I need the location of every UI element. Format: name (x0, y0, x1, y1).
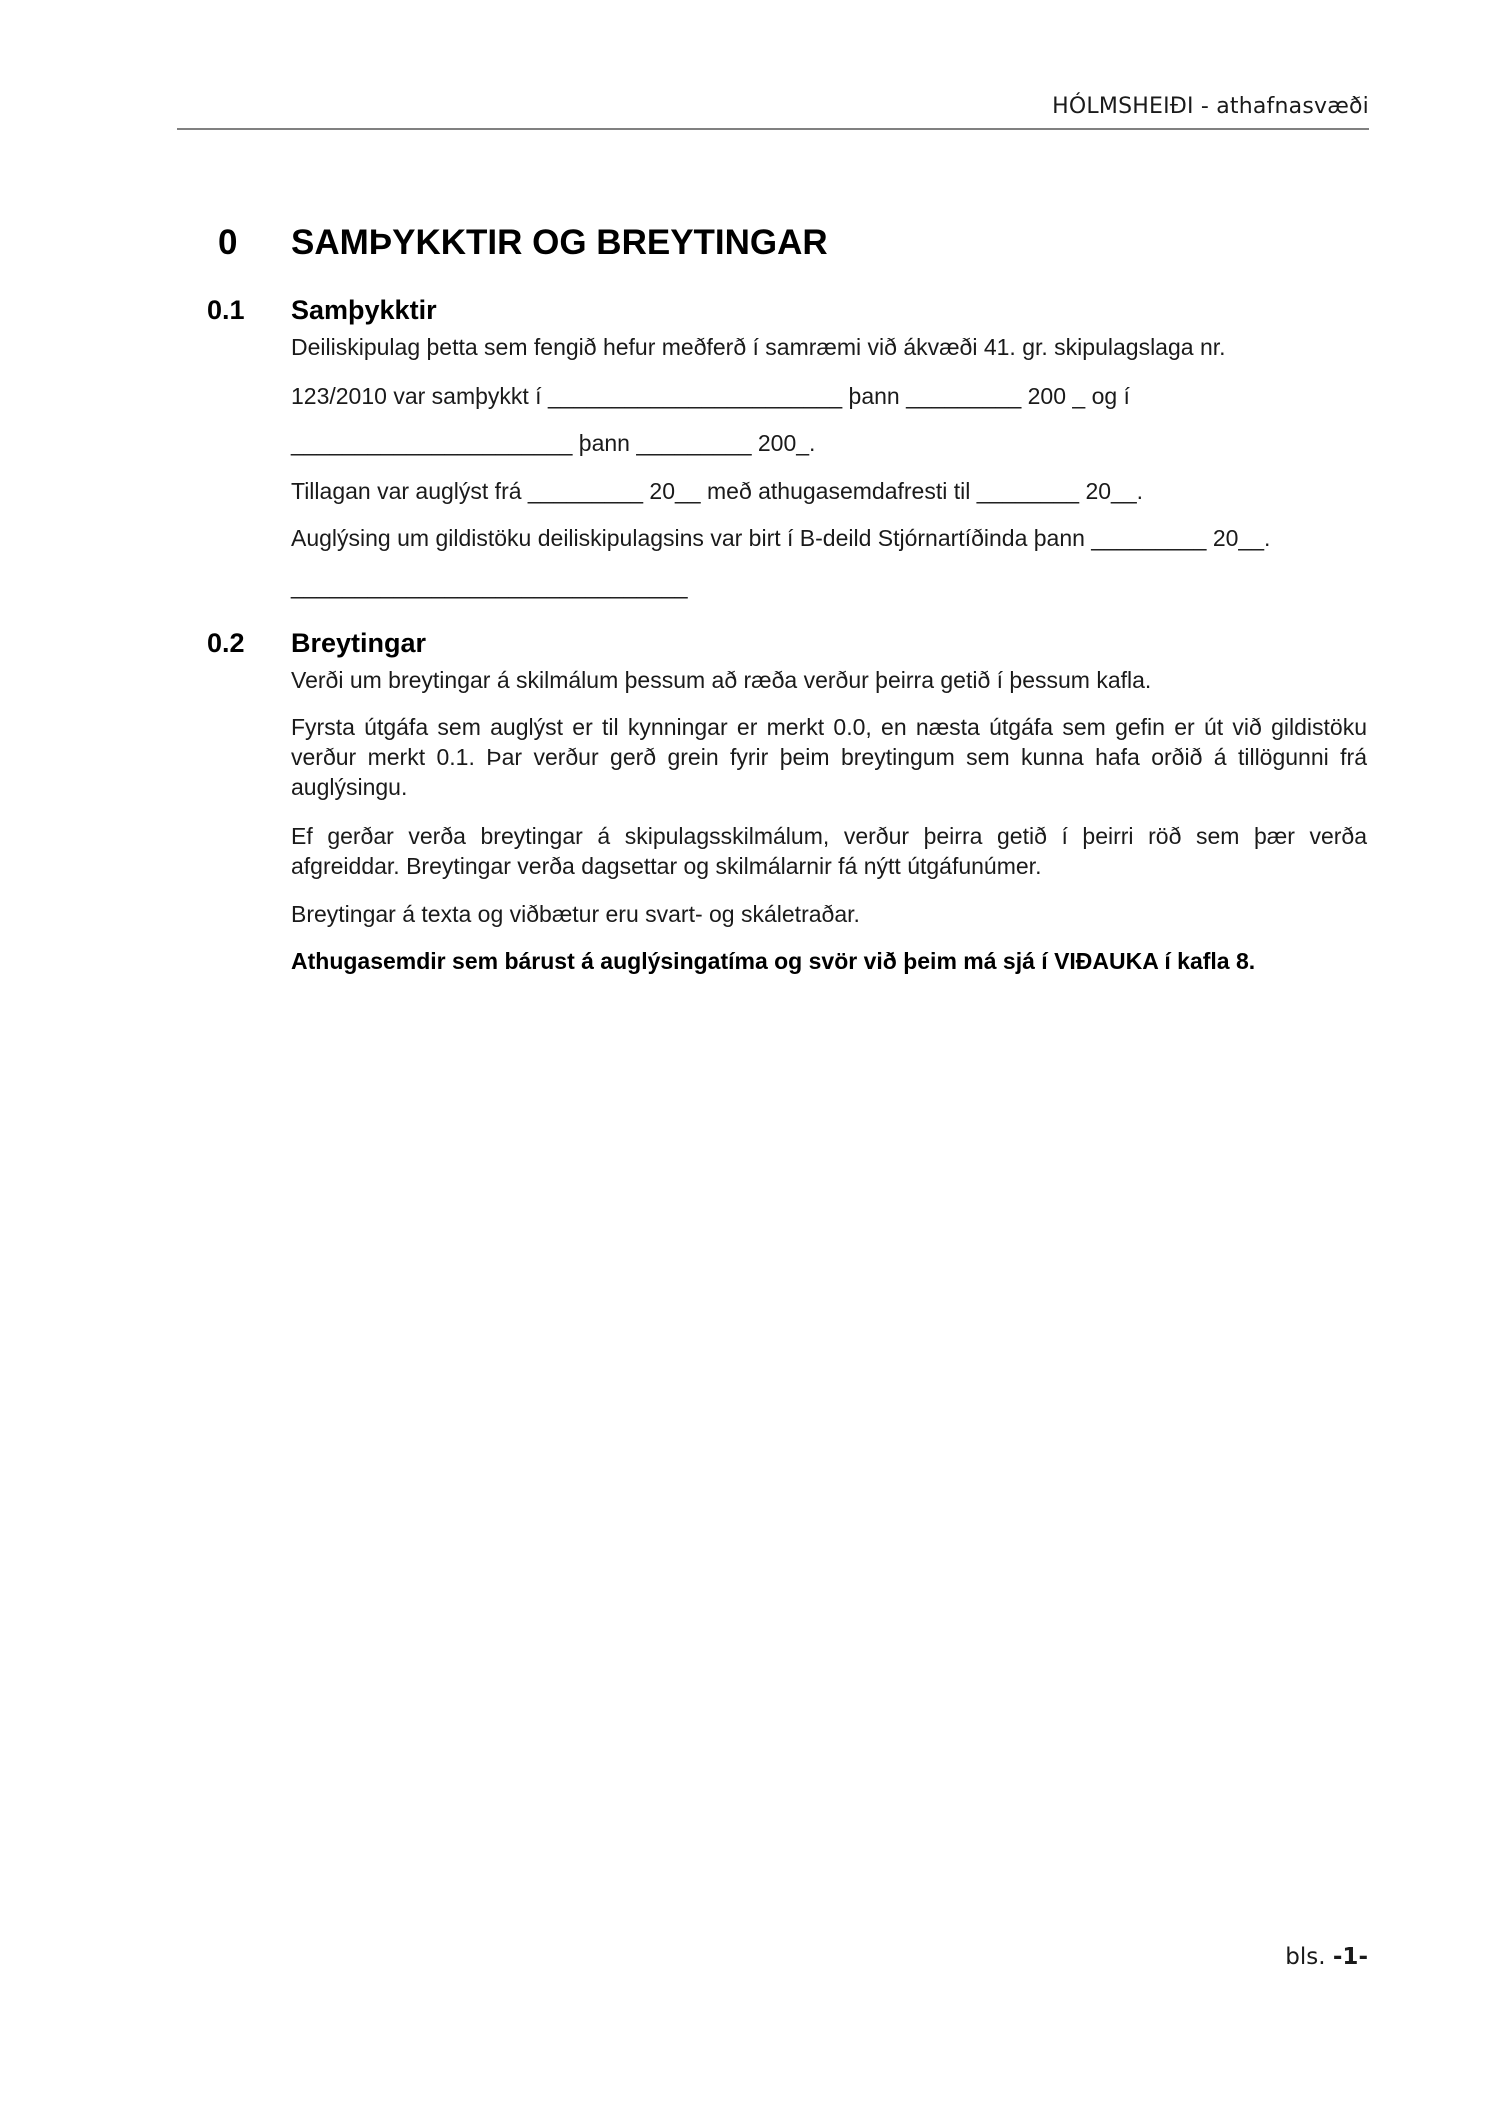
page-label: bls. (1285, 1944, 1333, 1970)
paragraph-notice: Athugasemdir sem bárust á auglýsingatíma og svör við þeim má sjá í VIÐAUKA í kafla 8. (291, 948, 1256, 974)
approval-line: Deiliskipulag þetta sem fengið hefur meðferð í samræmi við ákvæði 41. gr. skipulagslaga nr. (291, 334, 1226, 360)
paragraph: Fyrsta útgáfa sem auglýst er til kynningar er merkt 0.0, en næsta útgáfa sem gefin er út við gildistöku verður merkt 0.1. Þar verður gerð grein fyrir þeim breytingum sem kunna hafa orðið á tillögunni frá auglýsingu. (291, 714, 1367, 800)
advertisement-line: Tillagan var auglýst frá _________ 20__ með athugasemdafresti til ________ 20__. (291, 478, 1144, 504)
signature-line: _______________________________ (291, 573, 688, 599)
section-number: 0.2 (207, 628, 245, 658)
page-footer (1285, 1944, 1368, 1970)
header-divider (177, 128, 1369, 130)
approval-line: 123/2010 var samþykkt í _______________________ þann _________ 200 _ og í (291, 383, 1130, 409)
paragraph: Breytingar á texta og viðbætur eru svart- og skáletraðar. (291, 901, 860, 927)
section-title: Samþykktir (291, 295, 437, 325)
section-title: Breytingar (291, 628, 427, 658)
chapter-number: 0 (218, 223, 238, 262)
section-number: 0.1 (207, 295, 245, 325)
approval-line: ______________________ þann _________ 200_. (291, 430, 816, 456)
chapter-title: SAMÞYKKTIR OG BREYTINGAR (291, 223, 828, 262)
header-title: HÓLMSHEIÐI - athafnasvæði (1052, 94, 1369, 119)
paragraph: Verði um breytingar á skilmálum þessum að ræða verður þeirra getið í þessum kafla. (291, 667, 1152, 693)
paragraph: Ef gerðar verða breytingar á skipulagsskilmálum, verður þeirra getið í þeirri röð sem þær verða afgreiddar. Breytingar verða dagsettar og skilmálarnir fá nýtt útgáfunúmer. (291, 823, 1367, 879)
page-number: -1- (1332, 1944, 1368, 1970)
publication-line: Auglýsing um gildistöku deiliskipulagsins var birt í B-deild Stjórnartíðinda þann _________ 20__. (291, 525, 1271, 551)
